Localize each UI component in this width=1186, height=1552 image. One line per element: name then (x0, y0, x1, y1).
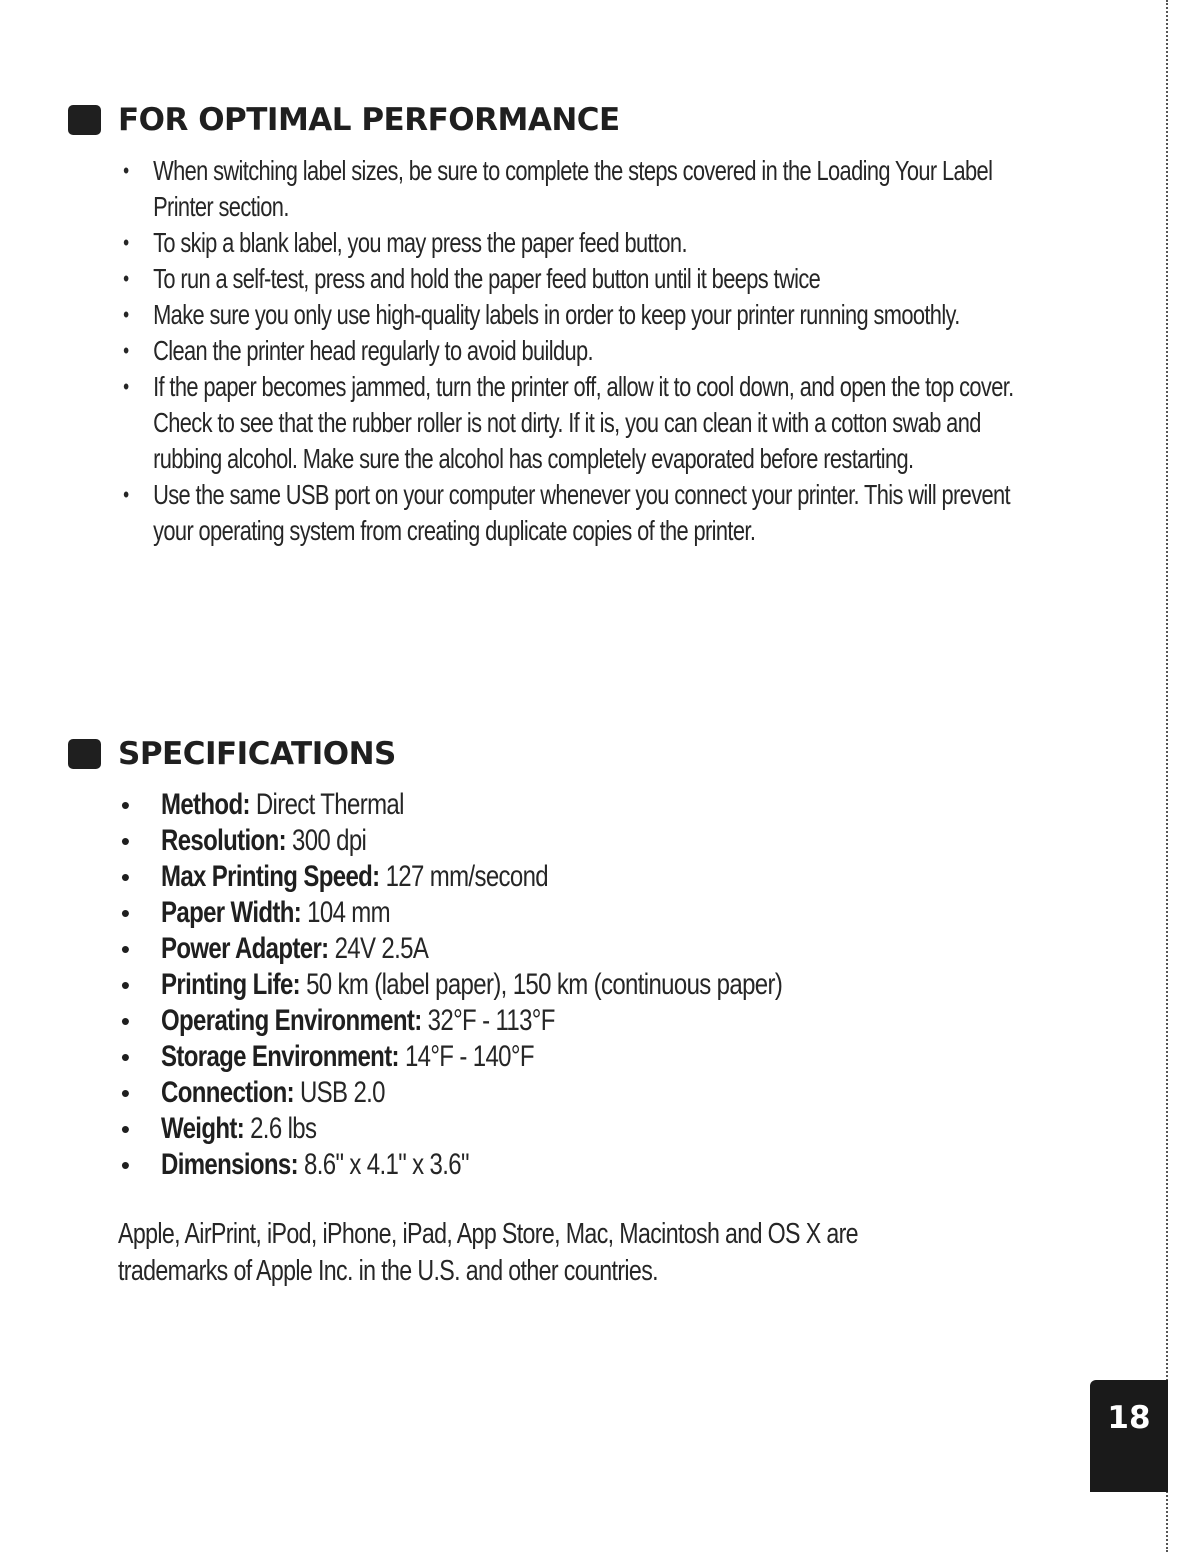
bullet-icon: • (120, 826, 130, 856)
spec-value: 32°F - 113°F (427, 1004, 555, 1037)
spec-label: Weight: (161, 1112, 245, 1145)
section-title: SPECIFICATIONS (118, 736, 396, 772)
spec-item-resolution (118, 823, 1078, 859)
spec-label: Resolution: (161, 824, 286, 857)
spec-value: 127 mm/second (385, 860, 549, 893)
bullet-icon: • (123, 266, 129, 291)
list-item (118, 225, 1050, 261)
spec-item-dimensions (118, 1147, 1078, 1183)
spec-item-weight (118, 1111, 1078, 1147)
spec-value: USB 2.0 (299, 1076, 385, 1109)
section-title: FOR OPTIMAL PERFORMANCE (118, 102, 620, 138)
bullet-icon: • (120, 898, 130, 928)
list-item (118, 369, 1050, 477)
spec-item-paper-width (118, 895, 1078, 931)
page-number-tab (1090, 1380, 1168, 1492)
page-number: 18 (1107, 1400, 1151, 1436)
spec-item-printing-life (118, 967, 1078, 1003)
bullet-icon: • (120, 790, 130, 820)
bullet-icon: • (123, 482, 129, 507)
specifications-list (118, 787, 1078, 1183)
bullet-icon: • (120, 1042, 130, 1072)
performance-tips-list (118, 153, 1078, 549)
spec-item-speed (118, 859, 1078, 895)
heading-square-icon (68, 739, 101, 769)
bullet-icon: • (120, 1150, 130, 1180)
section-heading-performance (68, 102, 620, 138)
spec-label: Storage Environment: (161, 1040, 399, 1073)
spec-value: 300 dpi (291, 824, 367, 857)
spec-value: 50 km (label paper), 150 km (continuous paper) (306, 968, 783, 1001)
list-item (118, 297, 1050, 333)
spec-value: 2.6 lbs (250, 1112, 317, 1145)
spec-label: Printing Life: (161, 968, 301, 1001)
list-item (118, 261, 1050, 297)
spec-value: 24V 2.5A (334, 932, 429, 965)
bullet-icon: • (120, 1114, 130, 1144)
spec-item-method (118, 787, 1078, 823)
page-edge-dotted-border (1166, 0, 1168, 1552)
tip-text: Make sure you only use high-quality labels in order to keep your printer running smoothly. (153, 299, 960, 330)
list-item (118, 153, 1050, 225)
tip-text: When switching label sizes, be sure to complete the steps covered in the Loading Your Label Printer section. (153, 155, 993, 222)
tip-text: If the paper becomes jammed, turn the printer off, allow it to cool down, and open the top cover. Check to see that the rubber roller is not dirty. If it is, you can clean it with a cotton swab and rubbing alcohol. Make sure the alcohol has completely evaporated before restarting. (153, 371, 1014, 474)
section-heading-specifications (68, 736, 396, 772)
tip-text: To run a self-test, press and hold the paper feed button until it beeps twice (153, 263, 821, 294)
spec-label: Operating Environment: (161, 1004, 422, 1037)
spec-value: 8.6" x 4.1" x 3.6" (304, 1148, 469, 1181)
spec-label: Method: (161, 788, 250, 821)
spec-label: Max Printing Speed: (161, 860, 380, 893)
bullet-icon: • (123, 374, 129, 399)
trademark-note: Apple, AirPrint, iPod, iPhone, iPad, App Store, Mac, Macintosh and OS X are trademarks of Apple Inc. in the U.S. and other countries. (118, 1218, 858, 1287)
bullet-icon: • (123, 338, 129, 363)
list-item (118, 333, 1050, 369)
list-item (118, 477, 1050, 549)
spec-label: Paper Width: (161, 896, 302, 929)
bullet-icon: • (120, 934, 130, 964)
spec-label: Connection: (161, 1076, 294, 1109)
spec-label: Power Adapter: (161, 932, 329, 965)
spec-item-connection (118, 1075, 1078, 1111)
bullet-icon: • (123, 302, 129, 327)
spec-item-operating-environment (118, 1003, 1078, 1039)
tip-text: Use the same USB port on your computer whenever you connect your printer. This will prevent your operating system from creating duplicate copies of the printer. (153, 479, 1011, 546)
spec-value: 14°F - 140°F (404, 1040, 534, 1073)
bullet-icon: • (120, 1006, 130, 1036)
spec-item-power-adapter (118, 931, 1078, 967)
bullet-icon: • (123, 158, 129, 183)
spec-item-storage-environment (118, 1039, 1078, 1075)
bullet-icon: • (120, 1078, 130, 1108)
bullet-icon: • (120, 862, 130, 892)
heading-square-icon (68, 105, 101, 135)
tip-text: Clean the printer head regularly to avoid buildup. (153, 335, 593, 366)
bullet-icon: • (120, 970, 130, 1000)
spec-value: Direct Thermal (255, 788, 404, 821)
spec-label: Dimensions: (161, 1148, 298, 1181)
tip-text: To skip a blank label, you may press the paper feed button. (153, 227, 687, 258)
spec-value: 104 mm (307, 896, 391, 929)
bullet-icon: • (123, 230, 129, 255)
